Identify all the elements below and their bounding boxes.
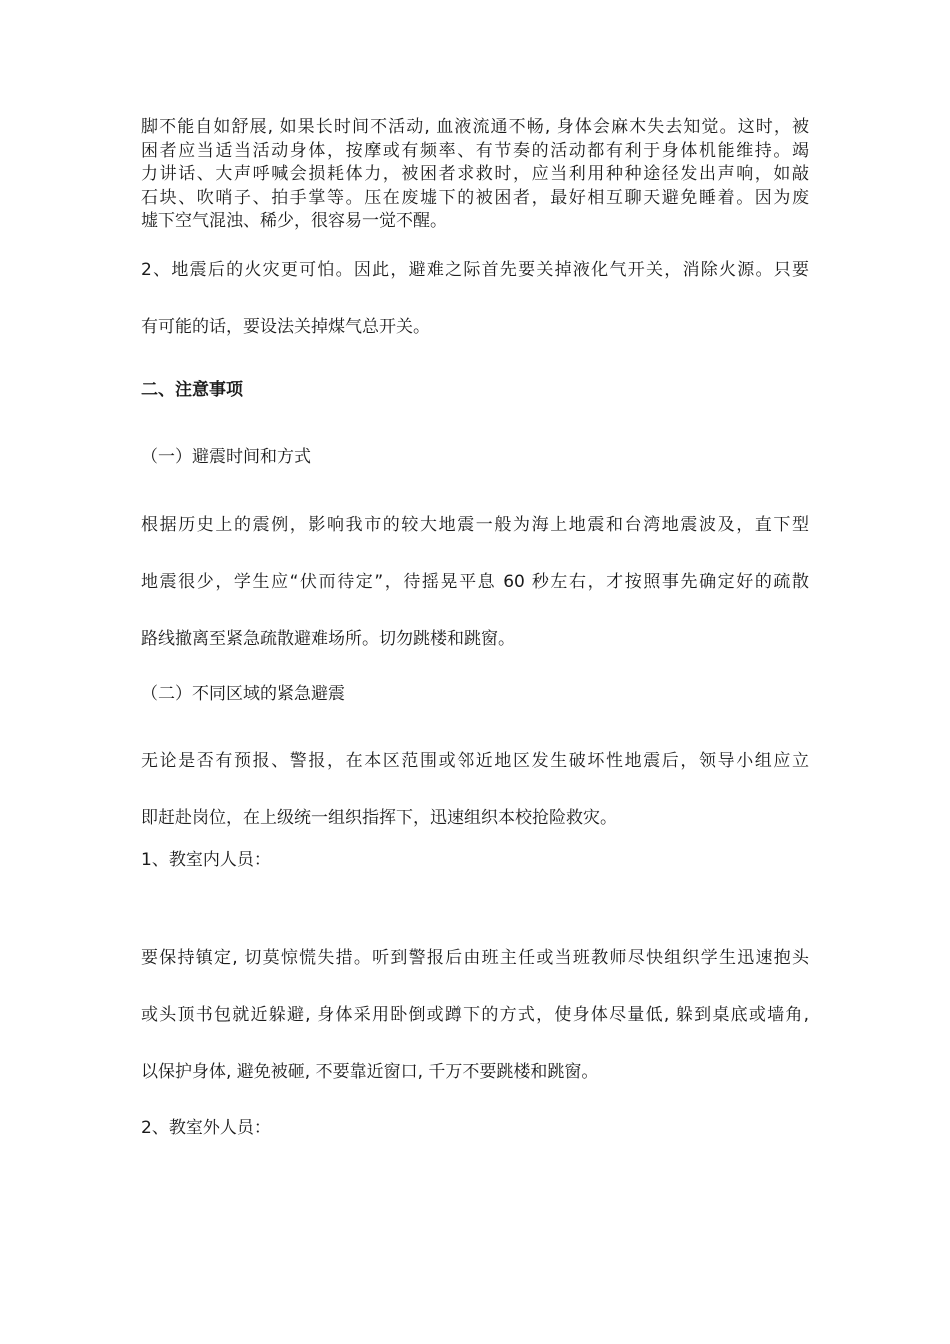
text-line: 地震很少，学生应“伏而待定”，待摇晃平息 60 秒左右，才按照事先确定好的疏散	[141, 572, 809, 592]
text-line: 墟下空气混浊、稀少，很容易一觉不醒。	[141, 211, 447, 231]
text-line: 力讲话、大声呼喊会损耗体力，被困者求救时，应当利用种种途径发出声响，如敲	[141, 164, 809, 184]
section-heading: 二、注意事项	[141, 380, 243, 400]
text-line: 2、地震后的火灾更可怕。因此，避难之际首先要关掉液化气开关，消除火源。只要	[141, 260, 809, 280]
text-line: 以保护身体, 避免被砸, 不要靠近窗口, 千万不要跳楼和跳窗。	[141, 1062, 599, 1082]
text-line: 无论是否有预报、警报，在本区范围或邻近地区发生破坏性地震后，领导小组应立	[141, 751, 809, 771]
text-line: 即赶赴岗位，在上级统一组织指挥下，迅速组织本校抢险救灾。	[141, 808, 617, 828]
text-line: 脚不能自如舒展, 如果长时间不活动, 血液流通不畅, 身体会麻木失去知觉。这时，被	[141, 117, 809, 137]
text-line: 要保持镇定, 切莫惊慌失措。听到警报后由班主任或当班教师尽快组织学生迅速抱头	[141, 948, 809, 968]
subheading-timing-method: （一）避震时间和方式	[141, 447, 311, 467]
paragraph-trapped-survival	[141, 116, 809, 234]
text-line: 路线撤离至紧急疏散避难场所。切勿跳楼和跳窗。	[141, 629, 515, 649]
item-heading-outdoor: 2、教室外人员：	[141, 1118, 271, 1138]
text-line: 根据历史上的震例，影响我市的较大地震一般为海上地震和台湾地震波及，直下型	[141, 515, 809, 535]
subheading-regional-response: （二）不同区域的紧急避震	[141, 684, 345, 704]
paragraph-timing-method	[141, 497, 809, 668]
text-line: 石块、吹哨子、拍手掌等。压在废墟下的被困者，最好相互聊天避免睡着。因为废	[141, 187, 809, 208]
paragraph-fire-hazard	[141, 242, 809, 356]
paragraph-regional-response	[141, 733, 809, 847]
paragraph-indoor-staff	[141, 930, 809, 1101]
item-heading-indoor: 1、教室内人员：	[141, 850, 271, 870]
text-line: 或头顶书包就近躲避, 身体采用卧倒或蹲下的方式，使身体尽量低, 躲到桌底或墙角,	[141, 1005, 809, 1025]
text-line: 有可能的话，要设法关掉煤气总开关。	[141, 317, 430, 337]
text-line: 困者应当适当活动身体，按摩或有频率、有节奏的活动都有利于身体机能维持。竭	[141, 140, 809, 161]
